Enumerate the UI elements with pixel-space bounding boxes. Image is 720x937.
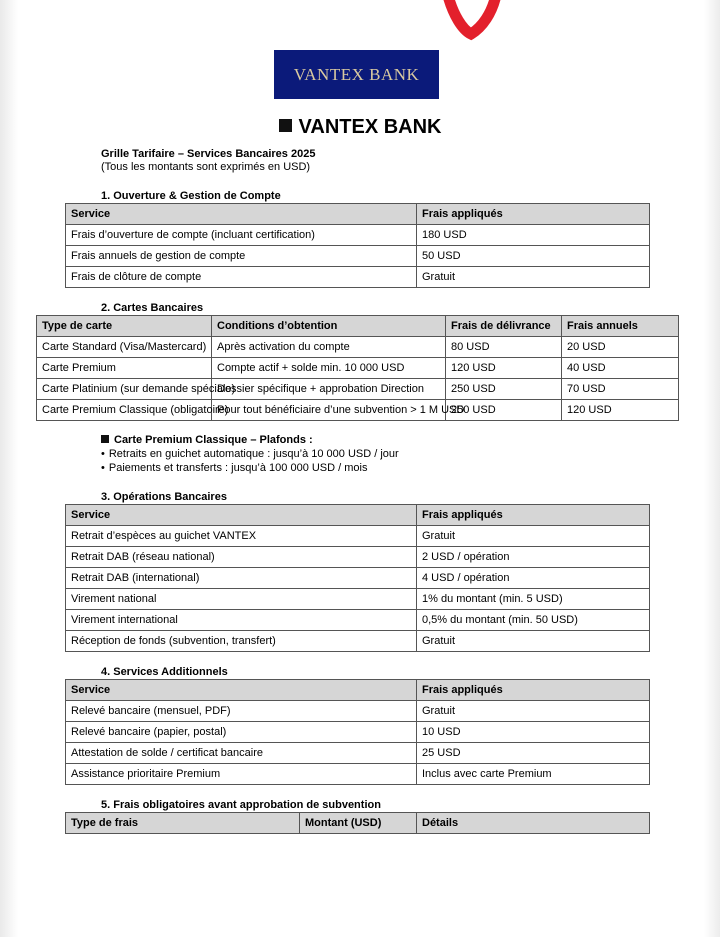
- table-row: [66, 547, 650, 568]
- table-cell: Carte Premium: [37, 358, 212, 379]
- operations-table: [65, 504, 650, 652]
- table-cell: Frais d’ouverture de compte (incluant certification): [66, 225, 417, 246]
- table-cell: 250 USD: [446, 400, 562, 421]
- table-cell: Retrait d’espèces au guichet VANTEX: [66, 526, 417, 547]
- table-cell: Virement international: [66, 610, 417, 631]
- table-cell: Frais annuels de gestion de compte: [66, 246, 417, 267]
- table-cell: Réception de fonds (subvention, transfert): [66, 631, 417, 652]
- table-cell: Carte Standard (Visa/Mastercard): [37, 337, 212, 358]
- table-cell: Carte Platinium (sur demande spéciale): [37, 379, 212, 400]
- table-row: [66, 610, 650, 631]
- table-cell: 120 USD: [562, 400, 679, 421]
- column-header: Service: [66, 680, 417, 701]
- column-header: Frais annuels: [562, 316, 679, 337]
- table-cell: Relevé bancaire (mensuel, PDF): [66, 701, 417, 722]
- heart-icon: [441, 0, 501, 34]
- column-header: Frais appliqués: [417, 505, 650, 526]
- table-cell: Après activation du compte: [212, 337, 446, 358]
- table-cell: 0,5% du montant (min. 50 USD): [417, 610, 650, 631]
- additional-services-table: [65, 679, 650, 785]
- account-fees-table: [65, 203, 650, 288]
- table-cell: Retrait DAB (international): [66, 568, 417, 589]
- table-cell: Dossier spécifique + approbation Direction: [212, 379, 446, 400]
- page-edge-left: [0, 0, 18, 937]
- bank-logo-text: VANTEX BANK: [293, 64, 420, 84]
- cards-table: [36, 315, 679, 421]
- table-row: [37, 358, 679, 379]
- table-row: [66, 722, 650, 743]
- table-row: [66, 246, 650, 267]
- section-3-title: 3. Opérations Bancaires: [101, 491, 227, 503]
- table-row: [37, 400, 679, 421]
- bank-logo: [274, 50, 439, 99]
- table-cell: Retrait DAB (réseau national): [66, 547, 417, 568]
- square-bullet-icon: [101, 435, 109, 443]
- document-title-text: VANTEX BANK: [298, 116, 442, 138]
- column-header: Service: [66, 204, 417, 225]
- table-cell: Gratuit: [417, 526, 650, 547]
- table-cell: 50 USD: [417, 246, 650, 267]
- table-cell: 70 USD: [562, 379, 679, 400]
- table-cell: 180 USD: [417, 225, 650, 246]
- table-cell: Inclus avec carte Premium: [417, 764, 650, 785]
- section-1-title: 1. Ouverture & Gestion de Compte: [101, 190, 281, 202]
- list-item: • Retraits en guichet automatique : jusqu’à 10 000 USD / jour: [101, 448, 399, 460]
- table-cell: Gratuit: [417, 701, 650, 722]
- square-bullet-icon: [279, 119, 292, 132]
- table-row: [66, 225, 650, 246]
- table-cell: Compte actif + solde min. 10 000 USD: [212, 358, 446, 379]
- column-header: Type de carte: [37, 316, 212, 337]
- table-row: [66, 631, 650, 652]
- plafonds-title-text: Carte Premium Classique – Plafonds :: [114, 434, 313, 446]
- table-row: [37, 379, 679, 400]
- currency-note: (Tous les montants sont exprimés en USD): [101, 161, 311, 173]
- table-cell: Relevé bancaire (papier, postal): [66, 722, 417, 743]
- document-title: [0, 116, 720, 139]
- table-header-row: [66, 204, 650, 225]
- table-cell: Gratuit: [417, 267, 650, 288]
- table-cell: 40 USD: [562, 358, 679, 379]
- column-header: Détails: [417, 813, 650, 834]
- table-cell: 80 USD: [446, 337, 562, 358]
- document-subtitle: Grille Tarifaire – Services Bancaires 2025: [101, 148, 316, 160]
- table-cell: Attestation de solde / certificat bancaire: [66, 743, 417, 764]
- column-header: Frais appliqués: [417, 204, 650, 225]
- table-cell: 250 USD: [446, 379, 562, 400]
- table-cell: Carte Premium Classique (obligatoire): [37, 400, 212, 421]
- table-row: [66, 589, 650, 610]
- table-cell: 25 USD: [417, 743, 650, 764]
- table-header-row: [66, 680, 650, 701]
- table-row: [66, 267, 650, 288]
- table-row: [66, 701, 650, 722]
- section-5-title: 5. Frais obligatoires avant approbation de subvention: [101, 799, 381, 811]
- table-row: [66, 764, 650, 785]
- table-row: [37, 337, 679, 358]
- table-header-row: [66, 505, 650, 526]
- table-row: [66, 743, 650, 764]
- table-cell: 4 USD / opération: [417, 568, 650, 589]
- table-cell: Gratuit: [417, 631, 650, 652]
- table-cell: 20 USD: [562, 337, 679, 358]
- table-header-row: [66, 813, 650, 834]
- column-header: Conditions d’obtention: [212, 316, 446, 337]
- table-cell: 1% du montant (min. 5 USD): [417, 589, 650, 610]
- column-header: Type de frais: [66, 813, 300, 834]
- list-item: • Paiements et transferts : jusqu’à 100 000 USD / mois: [101, 462, 367, 474]
- plafonds-title: [101, 434, 313, 446]
- table-cell: Virement national: [66, 589, 417, 610]
- page-edge-right: [704, 0, 720, 937]
- table-cell: 10 USD: [417, 722, 650, 743]
- table-row: [66, 526, 650, 547]
- table-row: [66, 568, 650, 589]
- table-cell: Assistance prioritaire Premium: [66, 764, 417, 785]
- table-cell: Frais de clôture de compte: [66, 267, 417, 288]
- section-4-title: 4. Services Additionnels: [101, 666, 228, 678]
- table-cell: 2 USD / opération: [417, 547, 650, 568]
- column-header: Service: [66, 505, 417, 526]
- column-header: Frais appliqués: [417, 680, 650, 701]
- mandatory-fees-table: [65, 812, 650, 834]
- table-cell: Pour tout bénéficiaire d’une subvention > 1 M USD: [212, 400, 446, 421]
- column-header: Montant (USD): [300, 813, 417, 834]
- table-cell: 120 USD: [446, 358, 562, 379]
- table-header-row: [37, 316, 679, 337]
- column-header: Frais de délivrance: [446, 316, 562, 337]
- section-2-title: 2. Cartes Bancaires: [101, 302, 204, 314]
